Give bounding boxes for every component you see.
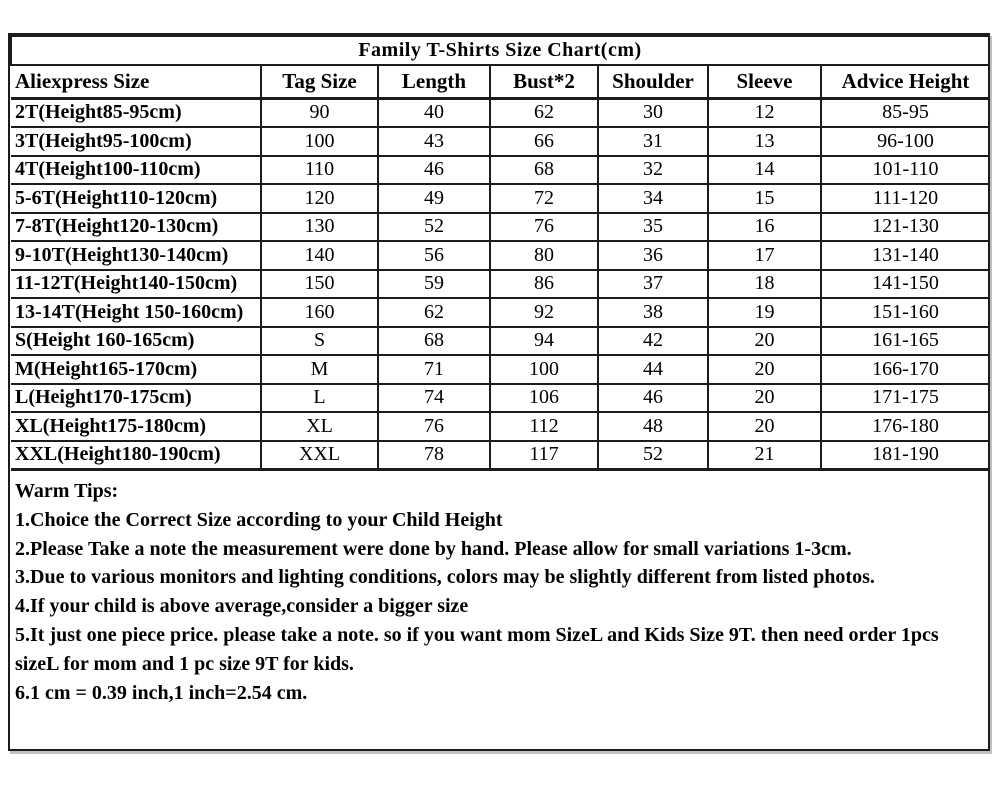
measurement-cell: 110 (261, 156, 378, 185)
column-header: Bust*2 (490, 65, 598, 99)
size-label-cell: 5-6T(Height110-120cm) (11, 184, 261, 213)
size-label-cell: L(Height170-175cm) (11, 384, 261, 413)
measurement-cell: 141-150 (821, 270, 989, 299)
measurement-cell: 76 (378, 412, 490, 441)
measurement-cell: 166-170 (821, 355, 989, 384)
measurement-cell: 66 (490, 127, 598, 156)
column-header: Advice Height (821, 65, 989, 99)
size-chart-box (8, 33, 990, 751)
measurement-cell: 92 (490, 298, 598, 327)
table-row (11, 441, 989, 470)
size-table (10, 35, 990, 471)
measurement-cell: 112 (490, 412, 598, 441)
measurement-cell: 13 (708, 127, 821, 156)
warm-tips-section (10, 471, 988, 717)
table-row (11, 213, 989, 242)
measurement-cell: 85-95 (821, 98, 989, 127)
measurement-cell: S (261, 327, 378, 356)
measurement-cell: 120 (261, 184, 378, 213)
tip-line: 2.Please Take a note the measurement were done by hand. Please allow for small variations 1-3cm. (15, 537, 852, 560)
size-label-cell: 7-8T(Height120-130cm) (11, 213, 261, 242)
measurement-cell: 80 (490, 241, 598, 270)
size-label-cell: XXL(Height180-190cm) (11, 441, 261, 470)
size-label-cell: 9-10T(Height130-140cm) (11, 241, 261, 270)
measurement-cell: 35 (598, 213, 708, 242)
table-row (11, 127, 989, 156)
measurement-cell: 62 (378, 298, 490, 327)
measurement-cell: 71 (378, 355, 490, 384)
size-label-cell: XL(Height175-180cm) (11, 412, 261, 441)
measurement-cell: 111-120 (821, 184, 989, 213)
column-header: Aliexpress Size (11, 65, 261, 99)
tip-line: 1.Choice the Correct Size according to your Child Height (15, 508, 503, 531)
table-row (11, 184, 989, 213)
measurement-cell: XL (261, 412, 378, 441)
measurement-cell: 36 (598, 241, 708, 270)
measurement-cell: 44 (598, 355, 708, 384)
measurement-cell: 117 (490, 441, 598, 470)
table-row (11, 298, 989, 327)
measurement-cell: 130 (261, 213, 378, 242)
table-row (11, 270, 989, 299)
column-header: Shoulder (598, 65, 708, 99)
measurement-cell: 86 (490, 270, 598, 299)
measurement-cell: 68 (490, 156, 598, 185)
measurement-cell: 52 (598, 441, 708, 470)
measurement-cell: 140 (261, 241, 378, 270)
measurement-cell: 46 (378, 156, 490, 185)
measurement-cell: 14 (708, 156, 821, 185)
measurement-cell: 171-175 (821, 384, 989, 413)
measurement-cell: M (261, 355, 378, 384)
tip-line: 4.If your child is above average,consider a bigger size (15, 595, 469, 618)
measurement-cell: 100 (490, 355, 598, 384)
size-label-cell: 11-12T(Height140-150cm) (11, 270, 261, 299)
measurement-cell: 151-160 (821, 298, 989, 327)
measurement-cell: 42 (598, 327, 708, 356)
title-row (11, 36, 989, 65)
measurement-cell: 74 (378, 384, 490, 413)
table-row (11, 156, 989, 185)
measurement-cell: 72 (490, 184, 598, 213)
measurement-cell: 20 (708, 355, 821, 384)
measurement-cell: 32 (598, 156, 708, 185)
measurement-cell: 96-100 (821, 127, 989, 156)
measurement-cell: L (261, 384, 378, 413)
measurement-cell: 176-180 (821, 412, 989, 441)
measurement-cell: 31 (598, 127, 708, 156)
measurement-cell: 68 (378, 327, 490, 356)
tip-line: 3.Due to various monitors and lighting conditions, colors may be slightly different from listed photos. (15, 566, 875, 589)
table-row (11, 327, 989, 356)
measurement-cell: 59 (378, 270, 490, 299)
measurement-cell: 38 (598, 298, 708, 327)
measurement-cell: 52 (378, 213, 490, 242)
measurement-cell: 121-130 (821, 213, 989, 242)
size-label-cell: 2T(Height85-95cm) (11, 98, 261, 127)
measurement-cell: 161-165 (821, 327, 989, 356)
table-row (11, 98, 989, 127)
measurement-cell: 78 (378, 441, 490, 470)
measurement-cell: 12 (708, 98, 821, 127)
measurement-cell: 16 (708, 213, 821, 242)
size-label-cell: 3T(Height95-100cm) (11, 127, 261, 156)
table-row (11, 355, 989, 384)
measurement-cell: 76 (490, 213, 598, 242)
measurement-cell: 30 (598, 98, 708, 127)
measurement-cell: 37 (598, 270, 708, 299)
header-row (11, 65, 989, 99)
measurement-cell: 43 (378, 127, 490, 156)
measurement-cell: 181-190 (821, 441, 989, 470)
tip-line: 5.It just one piece price. please take a note. so if you want mom SizeL and Kids Size 9T. then need order 1pcs sizeL for mom and 1 pc size 9T for kids. (15, 623, 939, 675)
measurement-cell: 17 (708, 241, 821, 270)
size-label-cell: 13-14T(Height 150-160cm) (11, 298, 261, 327)
measurement-cell: 20 (708, 384, 821, 413)
measurement-cell: 20 (708, 412, 821, 441)
measurement-cell: 15 (708, 184, 821, 213)
measurement-cell: 101-110 (821, 156, 989, 185)
measurement-cell: 18 (708, 270, 821, 299)
chart-title: Family T-Shirts Size Chart(cm) (11, 36, 989, 65)
measurement-cell: 62 (490, 98, 598, 127)
table-row (11, 412, 989, 441)
measurement-cell: 150 (261, 270, 378, 299)
measurement-cell: 19 (708, 298, 821, 327)
measurement-cell: 56 (378, 241, 490, 270)
measurement-cell: 49 (378, 184, 490, 213)
measurement-cell: XXL (261, 441, 378, 470)
size-label-cell: M(Height165-170cm) (11, 355, 261, 384)
column-header: Sleeve (708, 65, 821, 99)
measurement-cell: 21 (708, 441, 821, 470)
measurement-cell: 90 (261, 98, 378, 127)
size-label-cell: S(Height 160-165cm) (11, 327, 261, 356)
size-label-cell: 4T(Height100-110cm) (11, 156, 261, 185)
measurement-cell: 160 (261, 298, 378, 327)
measurement-cell: 48 (598, 412, 708, 441)
measurement-cell: 34 (598, 184, 708, 213)
column-header: Length (378, 65, 490, 99)
measurement-cell: 131-140 (821, 241, 989, 270)
warm-tips-lines (15, 506, 982, 708)
table-row (11, 384, 989, 413)
measurement-cell: 94 (490, 327, 598, 356)
measurement-cell: 100 (261, 127, 378, 156)
measurement-cell: 20 (708, 327, 821, 356)
column-header: Tag Size (261, 65, 378, 99)
measurement-cell: 106 (490, 384, 598, 413)
table-row (11, 241, 989, 270)
tip-line: 6.1 cm = 0.39 inch,1 inch=2.54 cm. (15, 681, 308, 704)
warm-tips-heading: Warm Tips: (15, 480, 119, 502)
measurement-cell: 40 (378, 98, 490, 127)
measurement-cell: 46 (598, 384, 708, 413)
